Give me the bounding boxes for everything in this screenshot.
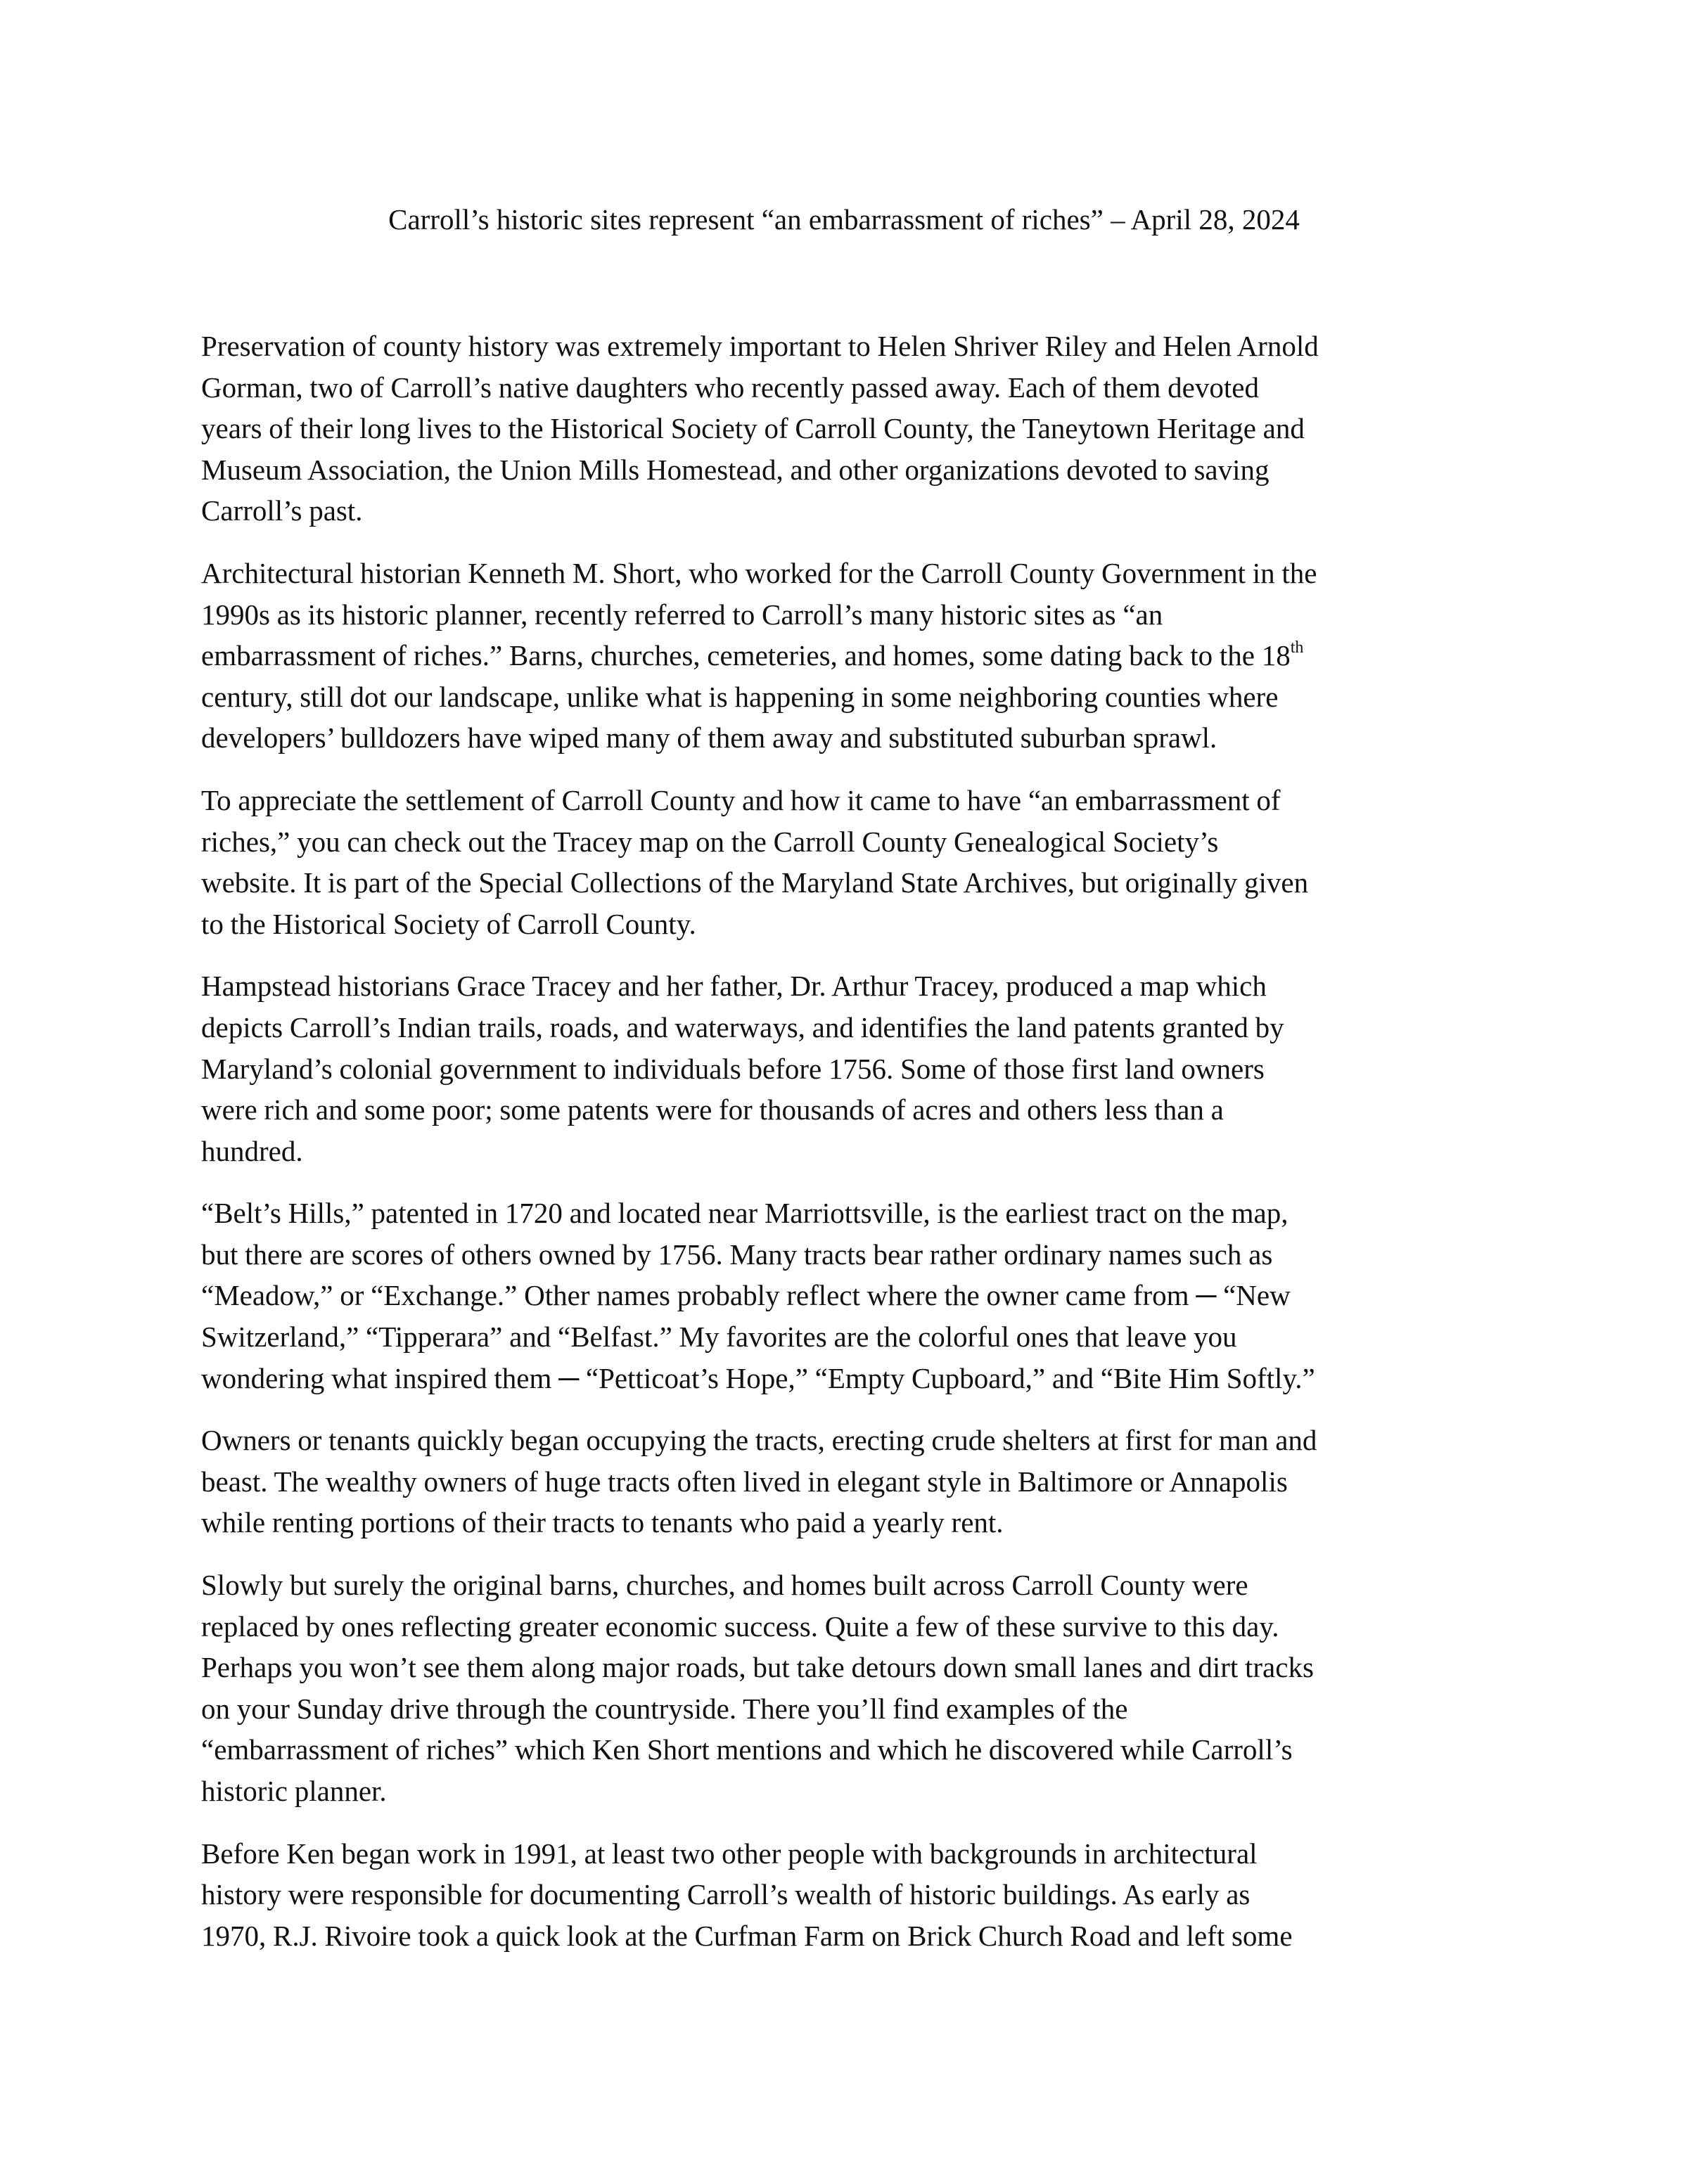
text-line: Perhaps you won’t see them along major roads, but take detours down small lanes and dirt tracks [201,1651,1314,1684]
text-line: but there are scores of others owned by 1756. Many tracts bear rather ordinary names such as [201,1238,1273,1271]
article-body [201,326,1495,1977]
text-line: replaced by ones reflecting greater economic success. Quite a few of these survive to this day. [201,1610,1279,1643]
text-line: “embarrassment of riches” which Ken Short mentions and which he discovered while Carroll’s [201,1733,1293,1766]
text-line: “Meadow,” or “Exchange.” Other names probably reflect where the owner came from ─ “New [201,1279,1291,1312]
text-line: Preservation of county history was extremely important to Helen Shriver Riley and Helen Arnold [201,330,1319,362]
text-line: To appreciate the settlement of Carroll County and how it came to have “an embarrassment of [201,783,1281,816]
text-line: Museum Association, the Union Mills Homestead, and other organizations devoted to saving [201,453,1270,486]
text-line: website. It is part of the Special Collections of the Maryland State Archives, but originally given [201,866,1309,899]
text-line: to the Historical Society of Carroll County. [201,907,696,940]
text-line: hundred. [201,1134,303,1167]
text-line: while renting portions of their tracts to tenants who paid a yearly rent. [201,1506,1004,1539]
text-line: Slowly but surely the original barns, churches, and homes built across Carroll County were [201,1569,1248,1602]
text-line: history were responsible for documenting Carroll’s wealth of historic buildings. As early as [201,1878,1251,1911]
text-line: wondering what inspired them ─ “Petticoat’s Hope,” “Empty Cupboard,” and “Bite Him Softly.” [201,1361,1315,1394]
paragraph-1 [201,326,1495,532]
text-line: Gorman, two of Carroll’s native daughters who recently passed away. Each of them devoted [201,371,1259,404]
document-title: Carroll’s historic sites represent “an embarrassment of riches” – April 28, 2024 [388,203,1300,236]
text-line: 1970, R.J. Rivoire took a quick look at the Curfman Farm on Brick Church Road and left some [201,1919,1293,1952]
text-line: on your Sunday drive through the countryside. There you’ll find examples of the [201,1692,1128,1725]
text-line: years of their long lives to the Historical Society of Carroll County, the Taneytown Heritage and [201,412,1305,445]
text-line-with-superscript [201,635,1495,676]
text-line: depicts Carroll’s Indian trails, roads, and waterways, and identifies the land patents granted by [201,1010,1284,1043]
text-line: developers’ bulldozers have wiped many of them away and substituted suburban sprawl. [201,721,1217,754]
paragraph-7 [201,1565,1495,1812]
ordinal-superscript: th [1290,638,1304,657]
text-line: century, still dot our landscape, unlike what is happening in some neighboring counties where [201,680,1279,713]
text-line: “Belt’s Hills,” patented in 1720 and located near Marriottsville, is the earliest tract on the map, [201,1197,1289,1230]
paragraph-4 [201,965,1495,1171]
paragraph-2 [201,553,1495,759]
text-line: Switzerland,” “Tipperara” and “Belfast.” My favorites are the colorful ones that leave you [201,1321,1237,1354]
text-line: beast. The wealthy owners of huge tracts often lived in elegant style in Baltimore or Annapolis [201,1465,1288,1498]
paragraph-3 [201,780,1495,944]
paragraph-6 [201,1420,1495,1543]
paragraph-8 [201,1833,1495,1957]
text-line: Maryland’s colonial government to individuals before 1756. Some of those first land owners [201,1052,1265,1085]
paragraph-5 [201,1193,1495,1399]
text-line: Owners or tenants quickly began occupying the tracts, erecting crude shelters at first for man and [201,1424,1317,1457]
text-line: were rich and some poor; some patents were for thousands of acres and others less than a [201,1093,1224,1126]
text-line: Before Ken began work in 1991, at least two other people with backgrounds in architectural [201,1837,1258,1870]
text-line: Carroll’s past. [201,494,363,527]
text-line: Hampstead historians Grace Tracey and her father, Dr. Arthur Tracey, produced a map which [201,970,1267,1003]
text-line: 1990s as its historic planner, recently referred to Carroll’s many historic sites as “an [201,598,1163,631]
text-line: Architectural historian Kenneth M. Short, who worked for the Carroll County Government in the [201,556,1317,589]
text-fragment: embarrassment of riches.” Barns, churches, cemeteries, and homes, some dating back to the 18 [201,639,1291,672]
text-line: riches,” you can check out the Tracey map on the Carroll County Genealogical Society’s [201,825,1219,858]
text-line: historic planner. [201,1775,387,1807]
